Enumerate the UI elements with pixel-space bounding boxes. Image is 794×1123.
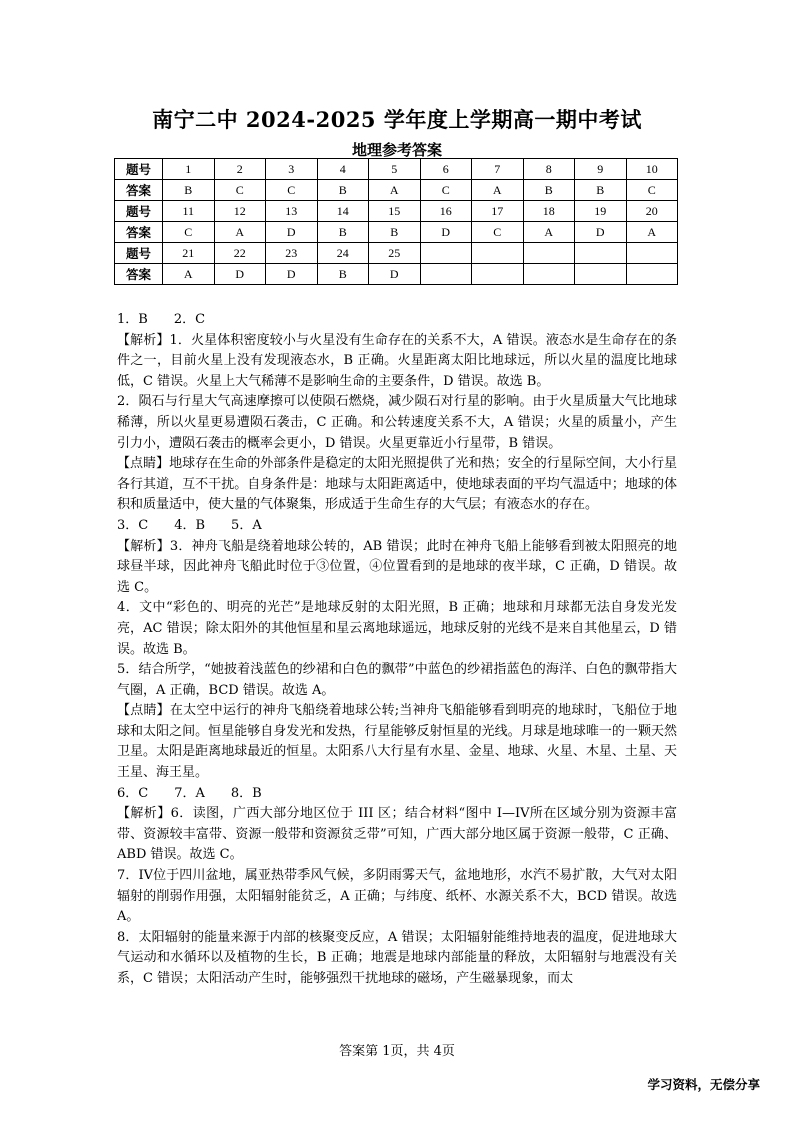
question-number-cell: 25 [369, 243, 421, 264]
answer-cell: C [626, 180, 678, 201]
table-row [115, 222, 678, 243]
question-number-cell: 1 [163, 159, 215, 180]
question-number-cell: 20 [626, 201, 678, 222]
answer-cell: B [369, 222, 421, 243]
answer-cell: D [420, 222, 472, 243]
paragraph: 1．B 2．C [117, 312, 206, 327]
answer-cell: D [266, 222, 318, 243]
table-row [115, 243, 678, 264]
question-number-cell: 14 [317, 201, 369, 222]
answer-cell: B [575, 180, 627, 201]
question-number-cell: 10 [626, 159, 678, 180]
question-number-row-label: 题号 [115, 201, 163, 222]
answer-cell: A [626, 222, 678, 243]
answer-cell: B [163, 180, 215, 201]
question-number-cell [626, 243, 678, 264]
answer-cell: C [266, 180, 318, 201]
answer-cell: C [472, 222, 524, 243]
question-number-cell: 15 [369, 201, 421, 222]
question-number-cell: 3 [266, 159, 318, 180]
answer-row-label: 答案 [115, 180, 163, 201]
answer-cell: B [317, 264, 369, 285]
paragraph: 【解析】6．读图，广西大部分地区位于 III 区；结合材料“图中 I—IV所在区域分别为资源丰富带、资源较丰富带、资源一般带和资源贫乏带”可知，广西大部分地区属于资源一般带，C 正确、ABD 错误。故选 C。 [117, 806, 677, 863]
table-row [115, 159, 678, 180]
answer-cell: C [163, 222, 215, 243]
paragraph: 4．文中“彩色的、明亮的光芒”是地球反射的太阳光照，B 正确；地球和月球都无法自身发光发亮，AC 错误；除太阳外的其他恒星和星云离地球遥远，地球反射的光线不是来自其他星云，D 错误。故选 B。 [117, 600, 677, 657]
answer-cell: A [472, 180, 524, 201]
page-title: 南宁二中 2024-2025 学年度上学期高一期中考试 [152, 107, 642, 132]
answer-cell [575, 264, 627, 285]
answer-cell [523, 264, 575, 285]
question-number-cell: 16 [420, 201, 472, 222]
question-number-cell: 7 [472, 159, 524, 180]
question-number-cell: 8 [523, 159, 575, 180]
table-row [115, 180, 678, 201]
question-number-cell: 9 [575, 159, 627, 180]
question-number-cell [523, 243, 575, 264]
question-number-cell: 2 [214, 159, 266, 180]
answer-table [114, 158, 678, 285]
paragraph: 3．C 4．B 5．A [117, 517, 262, 533]
paragraph: 【点睛】地球存在生命的外部条件是稳定的太阳光照提供了光和热；安全的行星际空间，大小行星各行其道，互不干扰。自身条件是：地球与太阳距离适中，使地球表面的平均气温适中；地球的体积和质量适中，使大量的气体聚集，形成适于生命生存的大气层；有液态水的存在。 [117, 456, 677, 513]
question-number-cell: 13 [266, 201, 318, 222]
question-number-cell: 12 [214, 201, 266, 222]
paragraph: 2．陨石与行星大气高速摩擦可以使陨石燃烧，减少陨石对行星的影响。由于火星质量大气比地球稀薄，所以火星更易遭陨石袭击，C 正确。和公转速度关系不大，A 错误；火星的质量小，产生引力小，遭陨石袭击的概率会更小，D 错误。火星更靠近小行星带，B 错误。 [117, 394, 677, 451]
page-footer: 答案第 1页，共 4页 [339, 1044, 455, 1059]
answer-cell: B [317, 180, 369, 201]
question-number-cell: 6 [420, 159, 472, 180]
question-number-cell: 5 [369, 159, 421, 180]
answer-cell [626, 264, 678, 285]
answer-cell: D [369, 264, 421, 285]
question-number-cell: 18 [523, 201, 575, 222]
question-number-cell: 11 [163, 201, 215, 222]
answer-cell: C [214, 180, 266, 201]
question-number-cell: 23 [266, 243, 318, 264]
answer-cell [472, 264, 524, 285]
question-number-cell: 17 [472, 201, 524, 222]
answer-cell: A [214, 222, 266, 243]
answer-cell: B [317, 222, 369, 243]
question-number-cell: 24 [317, 243, 369, 264]
paragraph: 8．太阳辐射的能量来源于内部的核聚变反应，A 错误；太阳辐射能维持地表的温度，促进地球大气运动和水循环以及植物的生长，B 正确；地震是地球内部能量的释放，太阳辐射与地震没有关系，C 错误；太阳活动产生时，能够强烈干扰地球的磁场，产生磁暴现象，而太 [117, 929, 677, 986]
answer-row-label: 答案 [115, 222, 163, 243]
question-number-row-label: 题号 [115, 243, 163, 264]
answer-cell: A [163, 264, 215, 285]
question-number-row-label: 题号 [115, 159, 163, 180]
corner-note: 学习资料，无偿分享 [647, 1077, 760, 1092]
question-number-cell [575, 243, 627, 264]
answer-cell: D [575, 222, 627, 243]
question-number-cell [420, 243, 472, 264]
question-number-cell: 21 [163, 243, 215, 264]
answer-cell: A [369, 180, 421, 201]
paragraph: 【解析】3．神舟飞船是绕着地球公转的，AB 错误；此时在神舟飞船上能够看到被太阳照亮的地球昼半球，因此神舟飞船此时位于③位置，④位置看到的是地球的夜半球，C 正确，D 错误。故选 C。 [117, 538, 677, 595]
page-subtitle: 地理参考答案 [351, 141, 442, 159]
answer-row-label: 答案 [115, 264, 163, 285]
answer-cell: D [266, 264, 318, 285]
answer-cell: B [523, 180, 575, 201]
question-number-cell [472, 243, 524, 264]
question-number-cell: 19 [575, 201, 627, 222]
paragraph: 6．C 7．A 8．B [117, 785, 262, 801]
table-row [115, 201, 678, 222]
answer-cell: D [214, 264, 266, 285]
table-row [115, 264, 678, 285]
paragraph: 7．IV位于四川盆地，属亚热带季风气候，多阴雨雾天气，盆地地形，水汽不易扩散，大气对太阳辐射的削弱作用强，太阳辐射能贫乏，A 正确；与纬度、纸杯、水源关系不大，BCD 错误。故选 A。 [117, 868, 677, 925]
explanation-body [117, 310, 677, 990]
answer-cell [420, 264, 472, 285]
paragraph: 5．结合所学，“她披着浅蓝色的纱裙和白色的飘带”中蓝色的纱裙指蓝色的海洋、白色的飘带指大气圈，A 正确，BCD 错误。故选 A。 [117, 662, 677, 698]
answer-cell: C [420, 180, 472, 201]
paragraph: 【点睛】在太空中运行的神舟飞船绕着地球公转;当神舟飞船能够看到明亮的地球时，飞船位于地球和太阳之间。恒星能够自身发光和发热，行星能够反射恒星的光线。月球是地球唯一的一颗天然卫星。太阳是距离地球最近的恒星。太阳系八大行星有水星、金星、地球、火星、木星、土星、天王星、海王星。 [117, 703, 677, 781]
answer-cell: A [523, 222, 575, 243]
paragraph: 【解析】1．火星体积密度较小与火星没有生命存在的关系不大，A 错误。液态水是生命存在的条件之一，目前火星上没有发现液态水，B 正确。火星距离太阳比地球远，所以火星的温度比地球低，C 错误。火星上大气稀薄不是影响生命的主要条件，D 错误。故选 B。 [117, 332, 677, 389]
question-number-cell: 22 [214, 243, 266, 264]
question-number-cell: 4 [317, 159, 369, 180]
